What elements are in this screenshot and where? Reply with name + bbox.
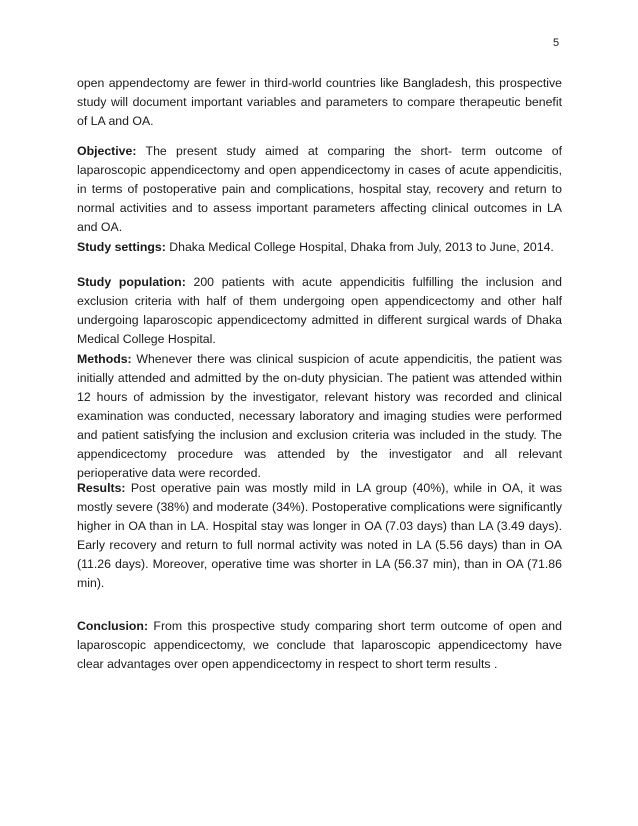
study-settings-text: Dhaka Medical College Hospital, Dhaka from July, 2013 to June, 2014. xyxy=(165,240,554,254)
page-number: 5 xyxy=(553,37,560,49)
study-population-paragraph xyxy=(77,273,562,349)
methods-text: Whenever there was clinical suspicion of acute appendicitis, the patient was initially attended and admitted by the on-duty physician. The patient was attended within 12 hours of admission by the investigator, relevant history was recorded and clinical examination was conducted, necessary laboratory and imaging studies were performed and patient satisfying the inclusion and exclusion criteria was included in the study. The appendicectomy procedure was attended by the investigator and all relevant perioperative data were recorded. xyxy=(77,352,562,480)
conclusion-label: Conclusion: xyxy=(77,619,149,633)
intro-text: open appendectomy are fewer in third-world countries like Bangladesh, this prospective study will document important variables and parameters to compare therapeutic benefit of LA and OA. xyxy=(77,76,562,128)
objective-text: The present study aimed at comparing the short- term outcome of laparoscopic appendicectomy and open appendicectomy in cases of acute appendicitis, in terms of postoperative pain and complications, hospital stay, recovery and return to normal activities and to assess important parameters affecting clinical outcomes in LA and OA. xyxy=(77,144,562,234)
results-paragraph xyxy=(77,479,562,593)
objective-label: Objective: xyxy=(77,144,137,158)
methods-label: Methods: xyxy=(77,352,132,366)
results-label: Results: xyxy=(77,481,126,495)
conclusion-text: From this prospective study comparing short term outcome of open and laparoscopic appendicectomy, we conclude that laparoscopic appendicectomy have clear advantages over open appendicectomy in respect to short term results . xyxy=(77,619,562,671)
intro-paragraph xyxy=(77,74,562,131)
study-population-label: Study population: xyxy=(77,275,186,289)
results-text: Post operative pain was mostly mild in LA group (40%), while in OA, it was mostly severe (38%) and moderate (34%). Postoperative complications were significantly higher in OA than in LA. Hospital stay was longer in OA (7.03 days) than LA (3.49 days). Early recovery and return to full normal activity was noted in LA (5.56 days) than in OA (11.26 days). Moreover, operative time was shorter in LA (56.37 min), than in OA (71.86 min). xyxy=(77,481,562,590)
objective-paragraph xyxy=(77,142,562,237)
conclusion-paragraph xyxy=(77,617,562,674)
study-settings-label: Study settings: xyxy=(77,240,166,254)
methods-paragraph xyxy=(77,350,562,483)
study-population-text: 200 patients with acute appendicitis fulfilling the inclusion and exclusion criteria with half of them undergoing open appendicectomy and other half undergoing laparoscopic appendicectomy admitted in different surgical wards of Dhaka Medical College Hospital. xyxy=(77,275,562,346)
study-settings-paragraph xyxy=(77,238,562,257)
